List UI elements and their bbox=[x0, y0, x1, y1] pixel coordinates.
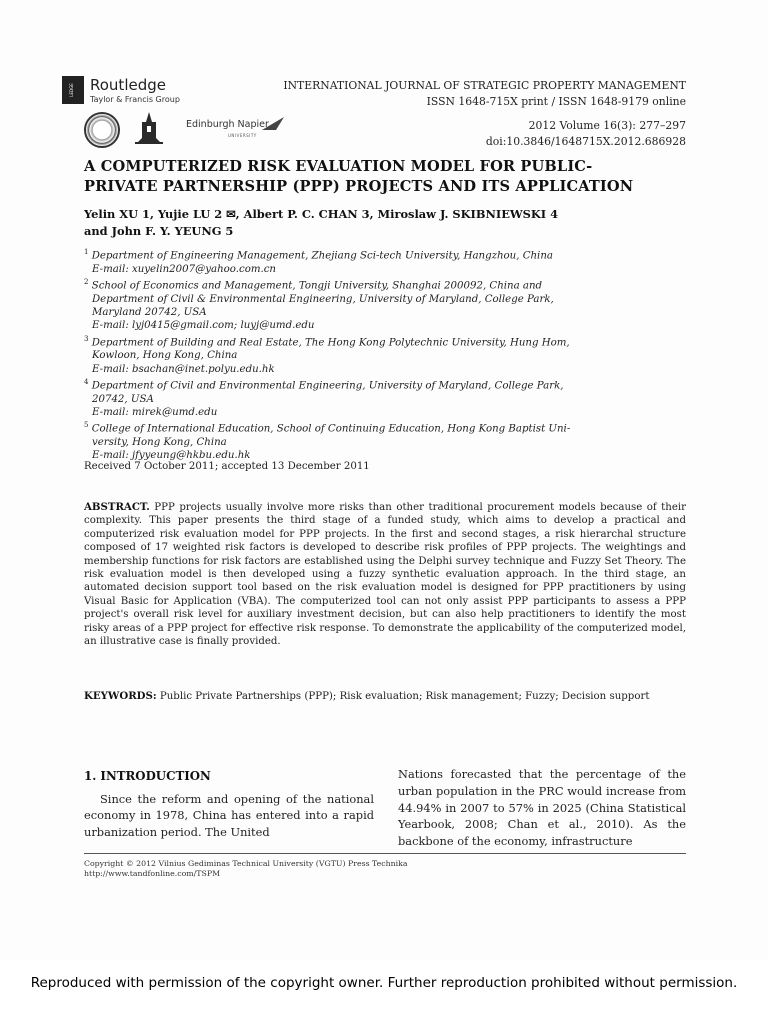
footer-rule bbox=[84, 853, 686, 854]
affiliation-2: $^2$ School of Economics and Management, Tongji University, Shanghai 200092, China and Department of Civil & Environmental Engineering, University of Maryland, College Park, Maryland 20742, USA E-mail: lyj0415@gmail.com; luyj@umd.edu bbox=[84, 277, 554, 332]
university-seal-icon bbox=[84, 112, 120, 148]
section-heading: 1. INTRODUCTION bbox=[84, 769, 211, 783]
abstract-text: PPP projects usually involve more risks than other traditional procurement models because of their complexity. This paper presents the third stage of a funded study, which aims to develop a practical and computerized risk evaluation model for PPP projects. In the first and second stages, a risk hierarchal structure composed of 17 weighted risk factors is developed to describe risk profiles of PPP projects. The weightings and membership functions for risk factors are established using the Delphi survey technique and Fuzzy Set Theory. The risk evaluation model is then developed using a fuzzy synthetic evaluation approach. In the third stage, an automated decision support tool based on the risk evaluation model is designed for PPP practitioners by using Visual Basic for Application (VBA). The computerized tool can not only assist PPP participants to assess a PPP project's overall risk level for auxiliary investment decision, but can also help practitioners to identify the most risky areas of a PPP project for effective risk response. To demonstrate the applicability of the computerized model, an illustrative case is finally provided. bbox=[84, 502, 686, 648]
intro-paragraph: Since the reform and opening of the national economy in 1978, China has entered into a rapid urbanization period. The United bbox=[84, 792, 374, 839]
journal-url-link[interactable]: http://www.tandfonline.com/TSPM bbox=[84, 869, 221, 878]
journal-issn: ISSN 1648-715X print / ISSN 1648-9179 online bbox=[426, 95, 686, 108]
journal-volume: 2012 Volume 16(3): 277–297 bbox=[528, 119, 686, 132]
title-line-2: PRIVATE PARTNERSHIP (PPP) PROJECTS AND ITS APPLICATION bbox=[84, 178, 634, 195]
routledge-logo-mark bbox=[62, 76, 84, 104]
publisher-subtitle: Taylor & Francis Group bbox=[90, 95, 180, 104]
partner-name: Edinburgh Napier bbox=[186, 119, 269, 130]
keywords-label: KEYWORDS: bbox=[84, 690, 157, 702]
tower-logo-icon bbox=[132, 110, 166, 144]
authors-line-2: and John F. Y. YEUNG 5 bbox=[84, 224, 234, 238]
received-dates: Received 7 October 2011; accepted 13 December 2011 bbox=[84, 461, 370, 472]
affiliation-1: $^1$ Department of Engineering Management, Zhejiang Sci-tech University, Hangzhou, China E-mail: xuyelin2007@yahoo.com.cn bbox=[84, 248, 553, 275]
affiliations bbox=[84, 246, 694, 462]
napier-swoosh-icon bbox=[262, 116, 284, 135]
journal-info bbox=[283, 78, 686, 150]
intro-left-column bbox=[84, 768, 374, 840]
title-line-1: A COMPUTERIZED RISK EVALUATION MODEL FOR PUBLIC- bbox=[84, 158, 593, 175]
affiliation-3: $^3$ Department of Building and Real Estate, The Hong Kong Polytechnic University, Hung Hom, Kowloon, Hong Kong, China E-mail: bsachan@inet.polyu.edu.hk bbox=[84, 334, 570, 375]
authors-line-1: Yelin XU 1, Yujie LU 2 ✉, Albert P. C. CHAN 3, Miroslaw J. SKIBNIEWSKI 4 bbox=[84, 207, 559, 221]
reproduction-notice: Reproduced with permission of the copyright owner. Further reproduction prohibited without permission. bbox=[30, 975, 738, 991]
logo-side-text: LEDGE bbox=[69, 83, 74, 97]
partner-subtitle: UNIVERSITY bbox=[228, 133, 257, 138]
journal-doi: doi:10.3846/1648715X.2012.686928 bbox=[485, 135, 686, 148]
footer bbox=[84, 859, 408, 879]
abstract bbox=[84, 501, 686, 648]
keywords-text: Public Private Partnerships (PPP); Risk evaluation; Risk management; Fuzzy; Decision support bbox=[159, 691, 650, 702]
intro-right-column: Nations forecasted that the percentage of the urban population in the PRC would increase from 44.94% in 2007 to 57% in 2025 (China Statistical Yearbook, 2008; Chan et al., 2010). As the backbone of the economy, infrastructure bbox=[398, 767, 686, 849]
copyright-line: Copyright © 2012 Vilnius Gediminas Technical University (VGTU) Press Technika bbox=[84, 859, 408, 868]
author-list bbox=[84, 206, 694, 240]
keywords bbox=[84, 690, 686, 703]
affiliation-5: $^5$ College of International Education, School of Continuing Education, Hong Kong Baptist Uni- versity, Hong Kong, China E-mail: jfyyeung@hkbu.edu.hk bbox=[84, 421, 571, 462]
affiliation-4: $^4$ Department of Civil and Environmental Engineering, University of Maryland, College Park, 20742, USA E-mail: mirek@umd.edu bbox=[84, 377, 564, 418]
paper-title bbox=[84, 157, 684, 197]
abstract-label: ABSTRACT. bbox=[84, 501, 150, 513]
journal-name: INTERNATIONAL JOURNAL OF STRATEGIC PROPERTY MANAGEMENT bbox=[283, 79, 686, 92]
publisher-name: Routledge bbox=[90, 76, 166, 94]
